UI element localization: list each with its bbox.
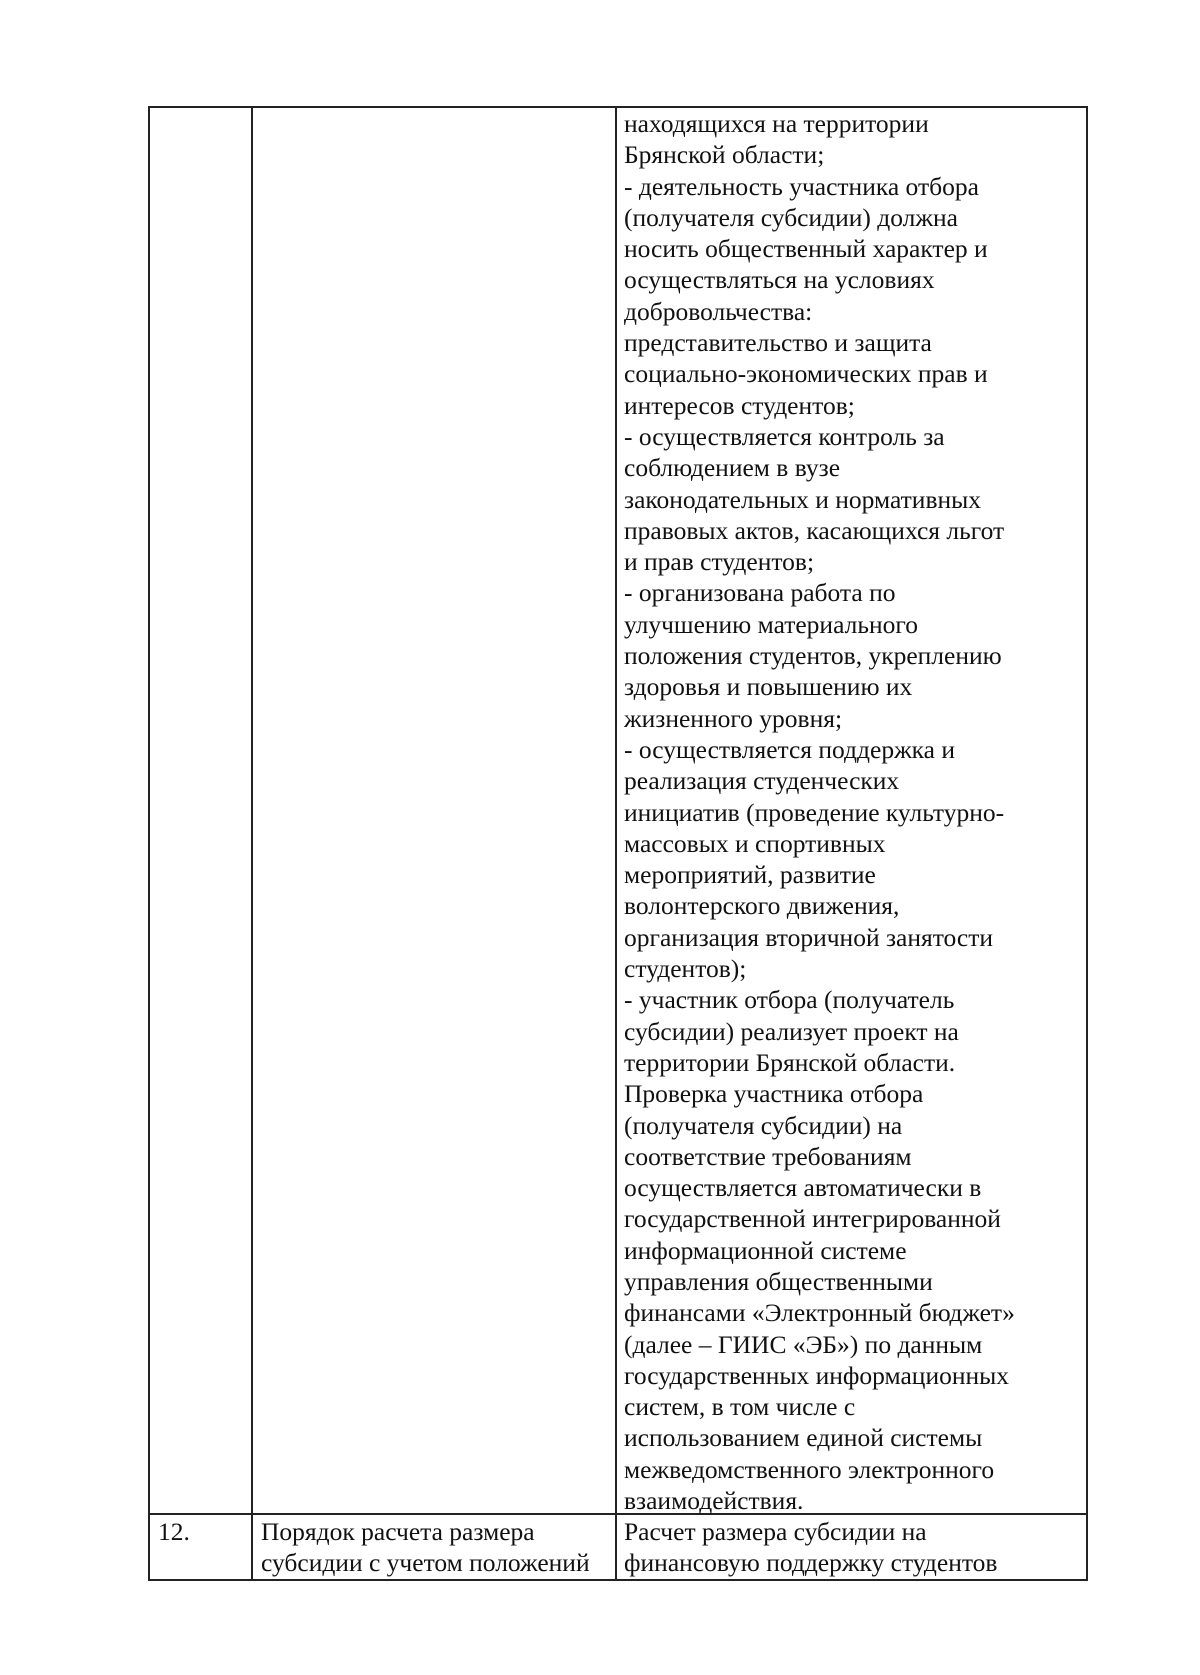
text-line: (далее – ГИИС «ЭБ») по данным xyxy=(624,1329,983,1359)
text-line: добровольчества: xyxy=(624,296,813,326)
row-12-name xyxy=(261,1516,590,1579)
text-line: - организована работа по xyxy=(624,578,896,608)
document-table xyxy=(148,106,1088,1581)
table-border-col2 xyxy=(615,106,617,1581)
table-border-col1 xyxy=(251,106,253,1581)
text-line: улучшению материального xyxy=(624,609,918,639)
text-line: информационной системе xyxy=(624,1235,907,1265)
text-line: финансовую поддержку студентов xyxy=(624,1548,998,1578)
text-line: - осуществляется контроль за xyxy=(624,421,945,451)
row-number: 12. xyxy=(158,1517,190,1546)
text-line: (получателя субсидии) должна xyxy=(624,202,958,232)
text-line: (получателя субсидии) на xyxy=(624,1110,903,1140)
text-line: субсидии с учетом положений xyxy=(261,1548,590,1578)
text-line: здоровья и повышению их xyxy=(624,672,913,702)
text-line: - деятельность участника отбора xyxy=(624,171,979,201)
row-12-content xyxy=(624,1516,997,1579)
text-line: мероприятий, развитие xyxy=(624,860,876,890)
table-border-bottom xyxy=(148,1579,1088,1581)
table-border-left xyxy=(148,106,150,1581)
text-line: осуществляется автоматически в xyxy=(624,1173,982,1203)
text-line: и прав студентов; xyxy=(624,547,815,577)
text-line: Проверка участника отбора xyxy=(624,1079,924,1109)
text-line: правовых актов, касающихся льгот xyxy=(624,515,1005,545)
text-line: интересов студентов; xyxy=(624,390,855,420)
text-line: находящихся на территории xyxy=(624,109,929,138)
text-line: взаимодействия. xyxy=(624,1486,804,1516)
text-line: носить общественный характер и xyxy=(624,234,988,264)
text-line: студентов); xyxy=(624,954,747,984)
text-line: инициатив (проведение культурно- xyxy=(624,797,1005,827)
text-line: организация вторичной занятости xyxy=(624,922,994,952)
text-line: - осуществляется поддержка и xyxy=(624,734,956,764)
text-line: межведомственного электронного xyxy=(624,1454,995,1484)
text-line: государственных информационных xyxy=(624,1360,1010,1390)
continued-row-content xyxy=(624,108,1015,1516)
text-line: соблюдением в вузе xyxy=(624,453,841,483)
text-line: реализация студенческих xyxy=(624,766,900,796)
text-line: государственной интегрированной xyxy=(624,1204,1001,1234)
text-line: Брянской области; xyxy=(624,140,825,170)
text-line: Расчет размера субсидии на xyxy=(624,1517,927,1546)
text-line: Порядок расчета размера xyxy=(261,1517,535,1546)
text-line: соответствие требованиям xyxy=(624,1141,912,1171)
text-line: представительство и защита xyxy=(624,328,932,358)
text-line: массовых и спортивных xyxy=(624,828,886,858)
text-line: систем, в том числе с xyxy=(624,1392,856,1422)
text-line: управления общественными xyxy=(624,1266,933,1296)
row-12-number xyxy=(158,1516,190,1547)
text-line: территории Брянской области. xyxy=(624,1047,956,1077)
text-line: социально-экономических прав и xyxy=(624,359,988,389)
text-line: положения студентов, укреплению xyxy=(624,641,1002,671)
table-border-right xyxy=(1086,106,1088,1581)
text-line: волонтерского движения, xyxy=(624,891,900,921)
text-line: жизненного уровня; xyxy=(624,703,843,733)
text-line: законодательных и нормативных xyxy=(624,484,982,514)
text-line: - участник отбора (получатель xyxy=(624,985,955,1015)
text-line: субсидии) реализует проект на xyxy=(624,1016,959,1046)
text-line: финансами «Электронный бюджет» xyxy=(624,1298,1015,1328)
text-line: использованием единой системы xyxy=(624,1423,983,1453)
text-line: осуществляться на условиях xyxy=(624,265,935,295)
